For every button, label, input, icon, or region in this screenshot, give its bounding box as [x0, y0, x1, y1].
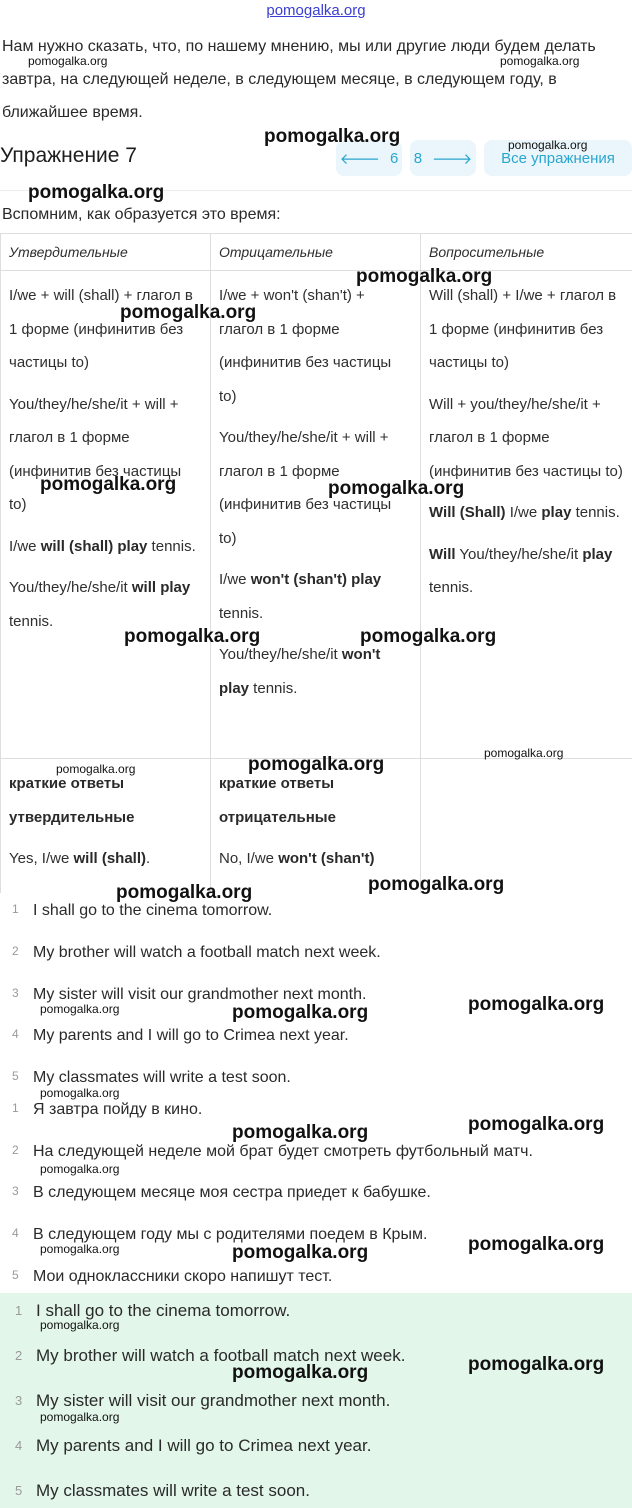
- empty-cell: [421, 759, 632, 894]
- exercise-title: Упражнение 7: [0, 144, 137, 167]
- watermark: pomogalka.org: [368, 874, 505, 895]
- watermark: pomogalka.org: [116, 882, 253, 903]
- next-exercise-button[interactable]: [410, 140, 476, 176]
- rule-text: You/they/he/she/it + will + глагол в 1 форме (инфинитив без частицы to): [219, 429, 392, 547]
- arrow-left-icon: 🡐: [339, 150, 380, 168]
- example-text: You/they/he/she/it won't play tennis.: [219, 646, 381, 697]
- watermark: pomogalka.org: [40, 1002, 120, 1016]
- example-text: I/we will (shall) play tennis.: [9, 537, 196, 555]
- watermark: pomogalka.org: [40, 474, 177, 495]
- watermark: pomogalka.org: [40, 1242, 120, 1256]
- table-row: [1, 271, 632, 759]
- watermark: pomogalka.org: [468, 994, 605, 1015]
- example-text: I/we won't (shan't) play tennis.: [219, 571, 382, 622]
- example-text: No, I/we won't (shan't): [219, 850, 375, 867]
- watermark: pomogalka.org: [40, 1086, 120, 1100]
- watermark: pomogalka.org: [40, 1162, 120, 1176]
- watermark: pomogalka.org: [120, 302, 257, 323]
- watermark: pomogalka.org: [232, 1002, 369, 1023]
- header-negative: Отрицательные: [211, 234, 421, 271]
- site-header-link[interactable]: pomogalka.org: [266, 2, 366, 19]
- affirmative-cell: [1, 271, 211, 759]
- negative-cell: [211, 271, 421, 759]
- watermark: pomogalka.org: [264, 126, 401, 147]
- arrow-right-icon: 🡒: [432, 150, 473, 168]
- short-answers-title: краткие ответы отрицательные: [219, 775, 336, 826]
- intro-paragraph: Нам нужно сказать, что, по нашему мнению, мы или другие люди будем делать завтра, на следующей неделе, в следующем месяце, в следующем году, в ближайшее время.: [2, 38, 596, 121]
- rule-text: I/we + will (shall) + глагол в 1 форме (инфинитив без частицы to): [9, 287, 193, 371]
- rule-text: You/they/he/she/it + will + глагол в 1 форме (инфинитив без частицы to): [9, 395, 182, 513]
- example-text: Will (Shall) I/we play tennis.: [429, 504, 620, 521]
- header-interrogative: Вопросительные: [421, 234, 632, 271]
- interrogative-cell: [421, 271, 632, 759]
- watermark: pomogalka.org: [508, 138, 588, 152]
- watermark: pomogalka.org: [232, 1122, 369, 1143]
- watermark: pomogalka.org: [360, 626, 497, 647]
- grammar-table-viewport: [0, 233, 632, 893]
- table-row: [1, 759, 632, 894]
- recall-label: Вспомним, как образуется это время:: [2, 206, 281, 223]
- rule-text: I/we + won't (shan't) + глагол в 1 форме (инфинитив без частицы to): [219, 287, 392, 405]
- watermark: pomogalka.org: [468, 1354, 605, 1375]
- watermark: pomogalka.org: [28, 54, 108, 68]
- watermark: pomogalka.org: [232, 1362, 369, 1383]
- watermark: pomogalka.org: [328, 478, 465, 499]
- table-header-row: [1, 234, 632, 271]
- watermark: pomogalka.org: [356, 266, 493, 287]
- short-answers-affirmative-cell: [1, 759, 211, 894]
- rule-text: Will + you/they/he/she/it + глагол в 1 форме (инфинитив без частицы to): [429, 395, 623, 480]
- watermark: pomogalka.org: [248, 754, 385, 775]
- all-exercises-button[interactable]: Все упражнения: [484, 140, 632, 176]
- watermark: pomogalka.org: [232, 1242, 369, 1263]
- watermark: pomogalka.org: [468, 1114, 605, 1135]
- example-text: Yes, I/we will (shall).: [9, 850, 151, 867]
- watermark: pomogalka.org: [40, 1318, 120, 1332]
- header-affirmative: Утвердительные: [1, 234, 211, 271]
- prev-exercise-number: 6: [389, 149, 399, 167]
- example-text: Will You/they/he/she/it play tennis.: [429, 545, 613, 596]
- grammar-table: [0, 233, 632, 893]
- watermark: pomogalka.org: [40, 1410, 120, 1424]
- short-answers-title: краткие ответы утвердительные: [9, 775, 135, 826]
- watermark: pomogalka.org: [484, 746, 564, 760]
- watermark: pomogalka.org: [468, 1234, 605, 1255]
- watermark: pomogalka.org: [124, 626, 261, 647]
- watermark: pomogalka.org: [500, 54, 580, 68]
- example-text: You/they/he/she/it will play tennis.: [9, 579, 191, 630]
- watermark: pomogalka.org: [28, 182, 165, 203]
- rule-text: Will (shall) + I/we + глагол в 1 форме (инфинитив без частицы to): [429, 287, 617, 371]
- next-exercise-number: 8: [413, 149, 423, 167]
- short-answers-negative-cell: [211, 759, 421, 894]
- watermark: pomogalka.org: [56, 762, 136, 776]
